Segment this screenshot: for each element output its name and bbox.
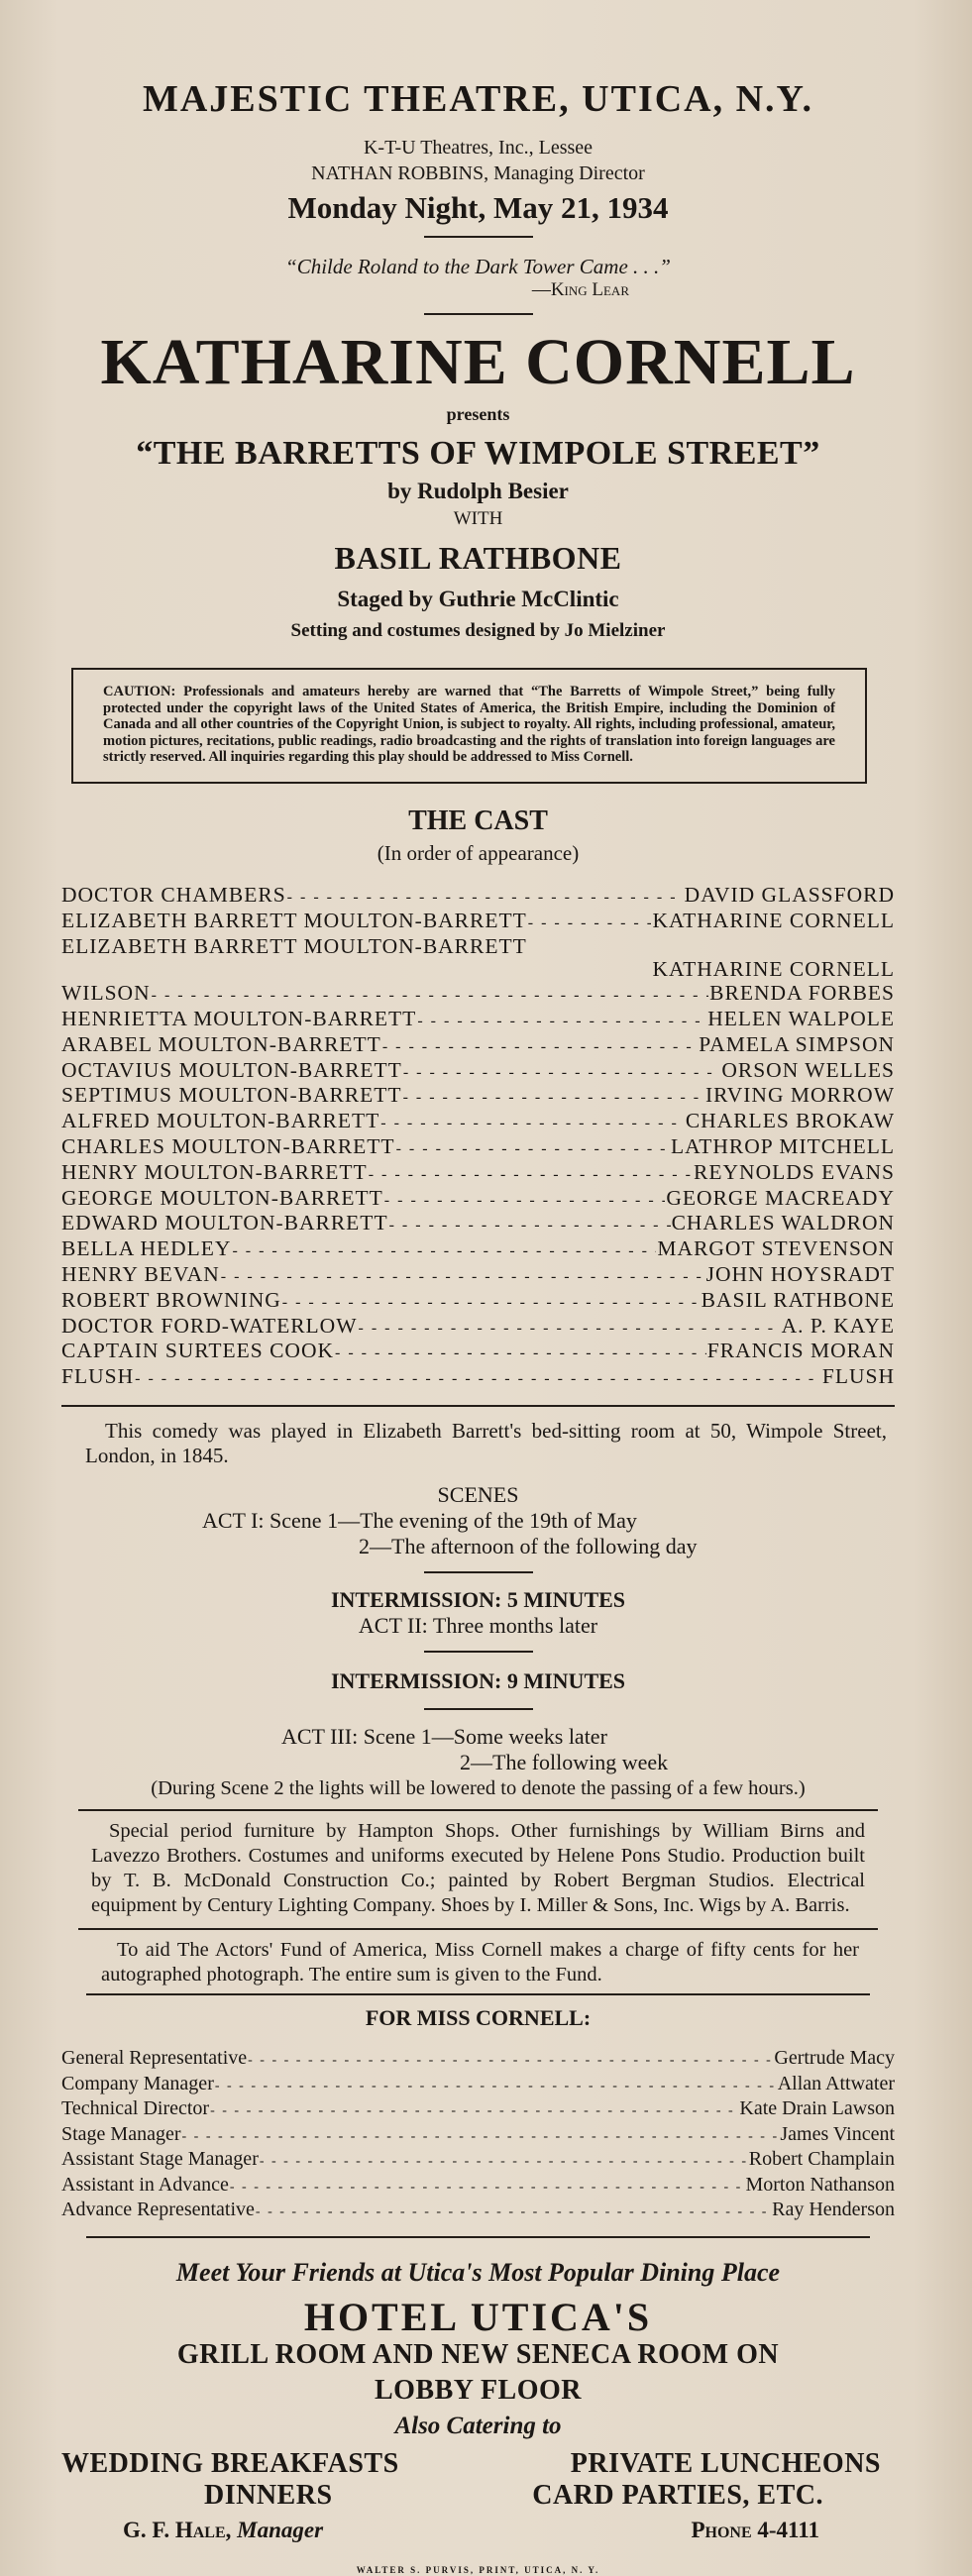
ad-row-1 [61,2448,895,2480]
cast-role: EDWARD MOULTON-BARRETT [61,1211,388,1235]
divider [86,2236,870,2238]
phone-number: Phone 4-4111 [691,2518,819,2543]
cast-row [61,1187,895,1213]
staff-name: Ray Henderson [772,2199,895,2221]
staff-role: Assistant in Advance [61,2173,229,2196]
cast-actor: LATHROP MITCHELL [670,1133,895,1158]
staff-name: Allan Attwater [777,2072,895,2094]
cast-role: ELIZABETH BARRETT MOULTON-BARRETT [61,908,527,932]
cast-role: DOCTOR CHAMBERS [61,882,286,907]
staff-role: Stage Manager [61,2122,181,2145]
divider [424,313,533,315]
cast-actor: FRANCIS MORAN [706,1339,895,1363]
cast-actor: CHARLES WALDRON [671,1211,895,1235]
leader-dashes [152,984,709,1008]
cast-row [61,1084,895,1110]
leader-dashes [282,1291,701,1315]
manager-credit [123,2518,323,2543]
cast-actor: BASIL RATHBONE [701,1287,895,1312]
staff-row [61,2097,895,2123]
leader-dashes [359,1317,781,1341]
performance-date: Monday Night, May 21, 1934 [287,190,669,225]
ad-left-1: WEDDING BREAKFASTS [61,2448,399,2480]
ad-catering: Also Catering to [394,2413,562,2440]
leader-dashes [256,2201,771,2224]
staff-list [61,2047,895,2224]
cast-role: HENRIETTA MOULTON-BARRETT [61,1006,417,1030]
divider [61,1405,895,1407]
intermission-1: INTERMISSION: 5 MINUTES [330,1586,626,1612]
costar-name: BASIL RATHBONE [334,540,622,576]
divider [86,1993,870,1995]
cast-row [61,884,895,910]
cast-role: HENRY MOULTON-BARRETT [61,1159,368,1184]
staff-row [61,2047,895,2073]
leader-dashes [396,1137,670,1161]
ad-right-2: CARD PARTIES, ETC. [532,2480,823,2512]
act2-line: ACT II: Three months later [358,1612,598,1638]
epigraph-attribution: —King Lear [531,279,629,300]
presents-label: presents [446,404,510,424]
ad-left-2: DINNERS [204,2480,333,2512]
cast-role: CAPTAIN SURTEES COOK [61,1339,335,1363]
leader-dashes [403,1086,704,1110]
leader-dashes [335,1342,706,1365]
act1-scene2: 2—The afternoon of the following day [359,1533,698,1558]
production-credits: Special period furniture by Hampton Shops. Other furnishings by William Birns and Lavezzo Brothers. Costumes and uniforms executed by Helene Pons Studio. Production built by T. B. McDonald Construction Co.; painted by Robert Bergman Studios. Electrical equipment by Century Lighting Company. Shoes by I. Miller & Sons, Inc. Wigs by A. Barris. [91,1819,865,1916]
manager-name: G. F. Hale, [123,2518,232,2543]
actors-fund-note: To aid The Actors' Fund of America, Miss Cornell makes a charge of fifty cents for her autographed photograph. The entire sum is given to the Fund. [101,1938,859,1986]
leader-dashes [260,2151,748,2174]
cast-row [61,910,895,935]
ad-line-2: LOBBY FLOOR [374,2375,583,2407]
staff-row [61,2174,895,2200]
cast-actor: PAMELA SIMPSON [699,1031,895,1056]
act1-scene1: ACT I: Scene 1—The evening of the 19th of May [202,1507,637,1533]
divider [424,1651,533,1653]
cast-role: FLUSH [61,1364,135,1389]
cast-row [61,1263,895,1289]
act3-scene2: 2—The following week [460,1749,669,1774]
cast-role: ALFRED MOULTON-BARRETT [61,1109,380,1133]
ad-right-1: PRIVATE LUNCHEONS [570,2448,881,2480]
cast-actor: KATHARINE CORNELL [652,957,895,982]
ad-row-2 [61,2480,895,2512]
director-line: NATHAN ROBBINS, Managing Director [311,162,645,184]
leader-dashes [221,1265,705,1289]
cast-actor: BRENDA FORBES [709,981,895,1006]
staff-name: James Vincent [780,2122,895,2145]
divider [424,1571,533,1573]
ad-line-1: GRILL ROOM AND NEW SENECA ROOM ON [176,2339,780,2371]
cast-role: CHARLES MOULTON-BARRETT [61,1133,395,1158]
staff-name: Gertrude Macy [774,2046,895,2069]
cast-role: GEORGE MOULTON-BARRETT [61,1185,383,1210]
leader-dashes [384,1189,666,1213]
staff-role: Assistant Stage Manager [61,2148,259,2171]
leader-dashes [210,2100,738,2123]
cast-row [61,1315,895,1341]
cast-actor: JOHN HOYSRADT [705,1261,895,1286]
leader-dashes [389,1214,671,1237]
star-name: KATHARINE CORNELL [100,326,856,398]
cast-actor: ORSON WELLES [721,1057,895,1082]
cast-row [61,935,895,959]
leader-dashes [182,2126,780,2149]
staff-role: General Representative [61,2046,248,2069]
leader-dashes [382,1035,698,1059]
cast-row [61,1135,895,1161]
manager-title: Manager [237,2518,324,2543]
cast-role: HENRY BEVAN [61,1261,220,1286]
director-credit: Staged by Guthrie McClintic [337,587,619,611]
cast-actor: IRVING MORROW [704,1083,895,1108]
cast-row [61,1365,895,1391]
cast-row [61,1340,895,1365]
cast-row [61,1212,895,1237]
cast-actor: HELEN WALPOLE [707,1006,895,1030]
cast-row [61,982,895,1008]
divider [78,1809,878,1811]
staff-row [61,2123,895,2149]
ad-footer [61,2518,895,2543]
printer-credit: WALTER S. PURVIS, PRINT, UTICA, N. Y. [356,2565,600,2576]
cast-row [61,1059,895,1085]
cast-role: DOCTOR FORD-WATERLOW [61,1313,358,1338]
playwright: by Rudolph Besier [387,479,569,503]
divider [424,1708,533,1710]
leader-dashes [232,1239,656,1263]
lessee-line: K-T-U Theatres, Inc., Lessee [363,137,594,159]
cast-role: WILSON [61,981,151,1006]
cast-actor: DAVID GLASSFORD [684,882,895,907]
cast-role: OCTAVIUS MOULTON-BARRETT [61,1057,402,1082]
staff-name: Kate Drain Lawson [739,2097,895,2120]
cast-actor: REYNOLDS EVANS [694,1159,895,1184]
cast-actor: A. P. KAYE [781,1313,895,1338]
staff-row [61,2199,895,2224]
cast-actor: FLUSH [821,1364,895,1389]
divider [424,236,533,238]
staff-title: FOR MISS CORNELL: [365,2004,592,2030]
cast-role: BELLA HEDLEY [61,1236,232,1261]
setting-note: This comedy was played in Elizabeth Barrett's bed-sitting room at 50, Wimpole Street, London, in 1845. [85,1418,887,1467]
scenes-title: SCENES [437,1481,519,1507]
staff-name: Morton Nathanson [745,2173,895,2196]
leader-dashes [215,2076,777,2098]
act3-scene1: ACT III: Scene 1—Some weeks later [281,1723,607,1749]
cast-role: SEPTIMUS MOULTON-BARRETT [61,1083,402,1108]
leader-dashes [230,2177,745,2200]
copyright-caution-box: CAUTION: Professionals and amateurs hereby are warned that “The Barretts of Wimpole Street,” being fully protected under the copyright laws of the United States of America, the British Empire, including the Dominion of Canada and all other countries of the Copyright Union, is subject to royalty. All rights, including professional, amateur, motion pictures, recitations, public readings, radio broadcasting and the rights of translation into foreign languages are strictly reserved. All inquiries regarding this play should be addressed to Miss Cornell. [71,668,867,784]
epigraph-quote: “Childe Roland to the Dark Tower Came . . .” [285,255,671,278]
cast-title: THE CAST [408,805,548,836]
cast-row [61,958,895,982]
cast-role: ROBERT BROWNING [61,1287,281,1312]
cast-row [61,1110,895,1135]
cast-role: ELIZABETH BARRETT MOULTON-BARRETT [61,933,527,958]
cast-row [61,1289,895,1315]
leader-dashes [287,886,684,910]
cast-row [61,1033,895,1059]
leader-dashes [380,1112,685,1135]
cast-list [61,884,895,1391]
theatre-name: MAJESTIC THEATRE, UTICA, N.Y. [142,78,814,120]
cast-actor: KATHARINE CORNELL [652,908,895,932]
staff-name: Robert Champlain [748,2148,895,2171]
cast-row [61,1237,895,1263]
act3-note: (During Scene 2 the lights will be lowered to denote the passing of a few hours.) [151,1776,806,1799]
leader-dashes [403,1061,721,1085]
staff-row [61,2148,895,2174]
with-label: WITH [453,508,503,529]
staff-role: Advance Representative [61,2199,255,2221]
leader-dashes [248,2050,773,2073]
play-title: “THE BARRETTS OF WIMPOLE STREET” [136,435,820,472]
divider [78,1928,878,1930]
hotel-name: HOTEL UTICA'S [303,2295,653,2340]
cast-subtitle: (In order of appearance) [377,840,580,865]
cast-row [61,1161,895,1187]
ad-tagline: Meet Your Friends at Utica's Most Popular Dining Place [175,2258,781,2288]
intermission-2: INTERMISSION: 9 MINUTES [330,1667,626,1693]
leader-dashes [369,1163,693,1187]
design-credit: Setting and costumes designed by Jo Mielziner [290,620,666,641]
leader-dashes [417,1010,706,1033]
cast-role: ARABEL MOULTON-BARRETT [61,1031,381,1056]
staff-role: Company Manager [61,2072,214,2094]
staff-role: Technical Director [61,2097,210,2120]
cast-row [61,1008,895,1033]
leader-dashes [528,912,652,935]
cast-actor: GEORGE MACREADY [666,1185,895,1210]
cast-actor: CHARLES BROKAW [685,1109,895,1133]
cast-actor: MARGOT STEVENSON [657,1236,895,1261]
staff-row [61,2073,895,2098]
leader-dashes [135,1367,821,1391]
